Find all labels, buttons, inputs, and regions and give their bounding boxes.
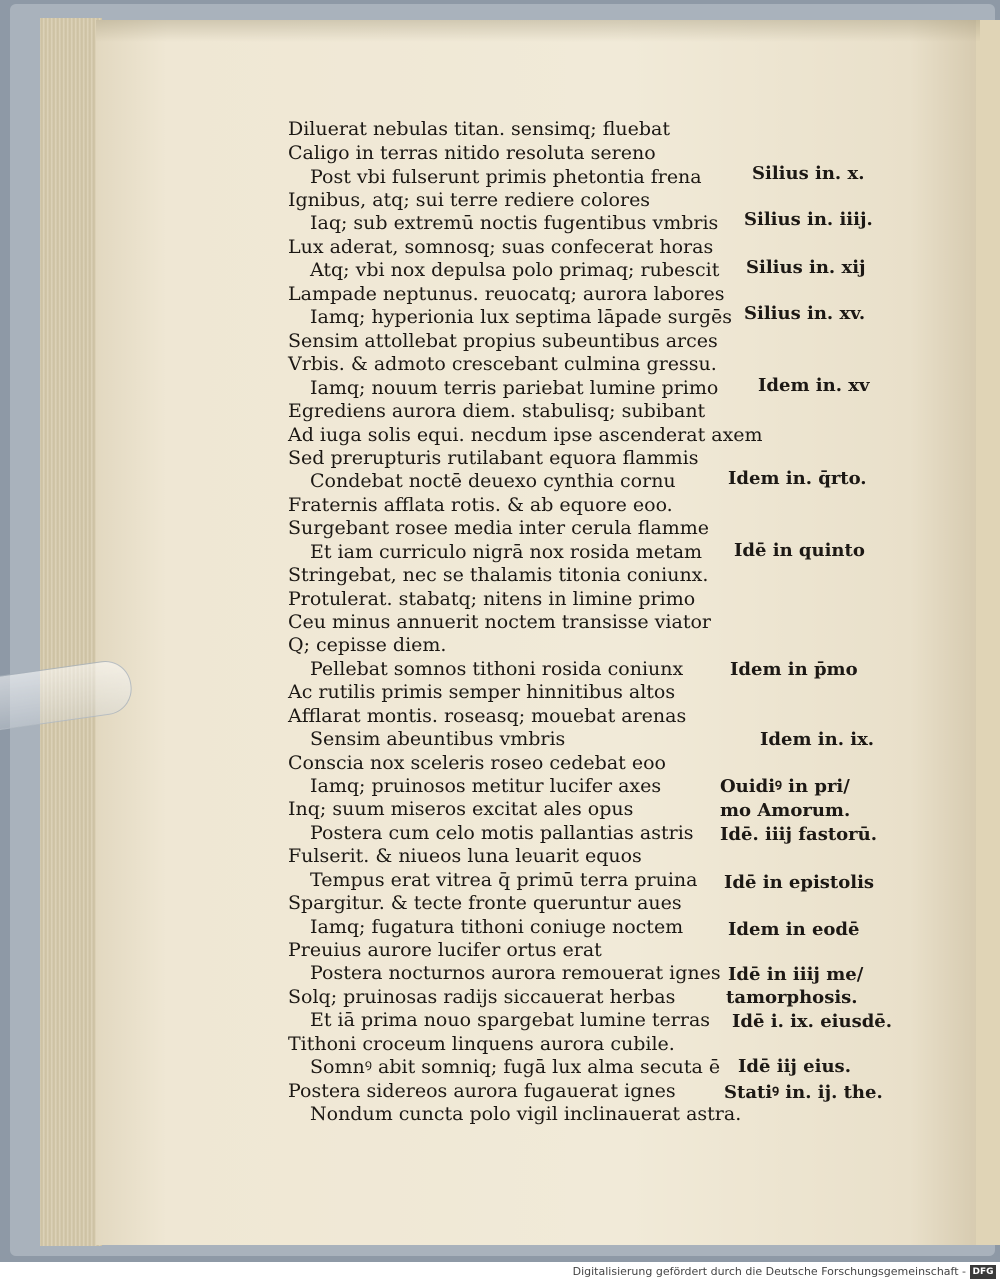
margin-note: Silius in. xij bbox=[746, 257, 866, 278]
text-line: Iamq; fugatura tithoni coniuge noctem bbox=[310, 916, 684, 938]
text-line: Iamq; hyperionia lux septima lāpade surgēs bbox=[310, 306, 732, 328]
margin-note: Ouidiꝰ in pri/ bbox=[720, 776, 850, 797]
margin-note: Silius in. xv. bbox=[744, 303, 866, 324]
text-line: Et iā prima nouo spargebat lumine terras bbox=[310, 1009, 711, 1031]
margin-note: Idē iij eius. bbox=[738, 1056, 851, 1077]
text-line: Conscia nox sceleris roseo cedebat eoo bbox=[288, 752, 666, 774]
text-line: Solq; pruinosas radijs siccauerat herbas bbox=[288, 986, 676, 1008]
text-line: Preuius aurore lucifer ortus erat bbox=[288, 939, 602, 961]
margin-note: Silius in. x. bbox=[752, 163, 865, 184]
margin-note: Idem in. xv bbox=[758, 375, 870, 396]
text-line: Et iam curriculo nigrā nox rosida metam bbox=[310, 541, 703, 563]
text-line: Ceu minus annuerit noctem transisse viator bbox=[288, 611, 711, 633]
text-line: Stringebat, nec se thalamis titonia coniunx. bbox=[288, 564, 709, 586]
text-line: Sensim attollebat propius subeuntibus arces bbox=[288, 330, 718, 352]
text-line: Ignibus, atq; sui terre rediere colores bbox=[288, 189, 651, 211]
text-line: Ac rutilis primis semper hinnitibus altos bbox=[288, 681, 676, 703]
text-line: Condebat noctē deuexo cynthia cornu bbox=[310, 470, 676, 492]
text-line: Diluerat nebulas titan. sensimq; fluebat bbox=[288, 118, 670, 140]
text-line: Q; cepisse diem. bbox=[288, 634, 447, 656]
text-line: Somnꝰ abit somniq; fugā lux alma secuta ē bbox=[310, 1056, 721, 1078]
text-line: Tithoni croceum linquens aurora cubile. bbox=[288, 1033, 675, 1055]
text-line: Iamq; pruinosos metitur lucifer axes bbox=[310, 775, 662, 797]
margin-note: tamorphosis. bbox=[726, 987, 858, 1008]
text-line: Tempus erat vitrea q̄ primū terra pruina bbox=[310, 869, 698, 891]
margin-note: Silius in. iiij. bbox=[744, 209, 873, 230]
text-line: Atq; vbi nox depulsa polo primaq; rubescit bbox=[310, 259, 720, 281]
text-line: Sensim abeuntibus vmbris bbox=[310, 728, 566, 750]
footer-credit: Digitalisierung gefördert durch die Deutsche Forschungsgemeinschaft - bbox=[572, 1265, 966, 1278]
text-line: Ad iuga solis equi. necdum ipse ascenderat axem bbox=[288, 424, 763, 446]
text-line: Fraternis afflata rotis. & ab equore eoo. bbox=[288, 494, 673, 516]
text-line: Inq; suum miseros excitat ales opus bbox=[288, 798, 634, 820]
text-line: Protulerat. stabatq; nitens in limine primo bbox=[288, 588, 696, 610]
text-line: Postera nocturnos aurora remouerat ignes bbox=[310, 962, 721, 984]
margin-note: Idē in quinto bbox=[734, 540, 865, 561]
text-line: Post vbi fulserunt primis phetontia frena bbox=[310, 166, 702, 188]
margin-note: Idem in. q̄rto. bbox=[728, 468, 867, 489]
margin-note: Idem in p̄mo bbox=[730, 659, 858, 680]
text-line: Lampade neptunus. reuocatq; aurora labores bbox=[288, 283, 725, 305]
margin-note: Idē in iiij me/ bbox=[728, 964, 864, 985]
margin-note: Idē i. ix. eiusdē. bbox=[732, 1011, 893, 1032]
text-line: Iaq; sub extremū noctis fugentibus vmbris bbox=[310, 212, 719, 234]
margin-note: Statiꝰ in. ij. the. bbox=[724, 1082, 883, 1103]
text-line: Postera cum celo motis pallantias astris bbox=[310, 822, 694, 844]
margin-note: mo Amorum. bbox=[720, 800, 851, 821]
text-line: Caligo in terras nitido resoluta sereno bbox=[288, 142, 656, 164]
text-line: Sed prerupturis rutilabant equora flammis bbox=[288, 447, 699, 469]
text-line: Surgebant rosee media inter cerula flamme bbox=[288, 517, 710, 539]
text-line: Egrediens aurora diem. stabulisq; subibant bbox=[288, 400, 706, 422]
text-line: Lux aderat, somnosq; suas confecerat horas bbox=[288, 236, 714, 258]
margin-note: Idem in. ix. bbox=[760, 729, 875, 750]
digitization-footer bbox=[0, 1262, 1000, 1283]
dfg-logo: DFG bbox=[970, 1265, 996, 1279]
text-line: Iamq; nouum terris pariebat lumine primo bbox=[310, 377, 719, 399]
text-line: Spargitur. & tecte fronte queruntur aues bbox=[288, 892, 682, 914]
text-line: Afflarat montis. roseasq; mouebat arenas bbox=[288, 705, 687, 727]
margin-note: Idem in eodē bbox=[728, 919, 860, 940]
text-line: Fulserit. & niueos luna leuarit equos bbox=[288, 845, 642, 867]
margin-note: Idē. iiij fastorū. bbox=[720, 824, 877, 845]
text-line: Postera sidereos aurora fugauerat ignes bbox=[288, 1080, 676, 1102]
text-line: Vrbis. & admoto crescebant culmina gressu. bbox=[288, 353, 717, 375]
margin-note: Idē in epistolis bbox=[724, 872, 875, 893]
text-line: Nondum cuncta polo vigil inclinauerat astra. bbox=[310, 1103, 742, 1125]
text-line: Pellebat somnos tithoni rosida coniunx bbox=[310, 658, 684, 680]
